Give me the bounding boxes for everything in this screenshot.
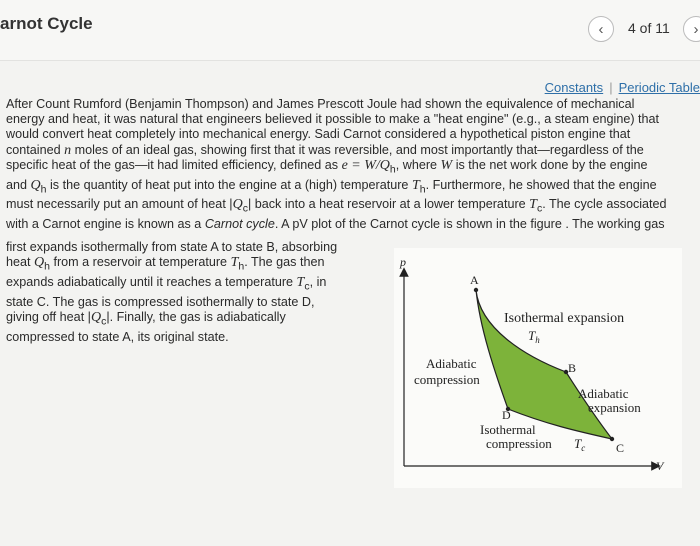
carnot-pv-figure	[394, 248, 682, 488]
point-b-label: B	[568, 361, 577, 375]
para-line: state C. The gas is compressed isothermally to state D,	[6, 294, 315, 309]
para-line: contained n moles of an ideal gas, showing first that it was reversible, and most importantly that—regardless of the	[6, 142, 644, 158]
point-a-dot	[474, 288, 478, 292]
para-line: must necessarily put an amount of heat $|Q_c|$ back into a heat reservoir at a lower temperature $T_c$. The cycle associated	[6, 197, 667, 215]
para-line: and $Q_h$ is the quantity of heat put into the engine at a (high) temperature $T_h$. Furthermore, he showed that the engine	[6, 177, 657, 196]
prev-button[interactable]	[588, 16, 614, 42]
para-line: After Count Rumford (Benjamin Thompson) and James Prescott Joule had shown the equivalence of mechanical	[6, 97, 635, 111]
header-bar	[0, 0, 700, 61]
adiabatic-expansion-label-2: expansion	[588, 400, 641, 415]
p-axis-label: p	[400, 255, 406, 269]
constants-link[interactable]: Constants	[544, 80, 604, 95]
chevron-right-icon: ›	[693, 20, 699, 38]
resource-links	[545, 80, 700, 95]
para-line: compressed to state A, its original state.	[6, 329, 229, 344]
tc-label: $T_c$	[574, 436, 586, 453]
para-line: first expands isothermally from state A to state B, absorbing	[6, 240, 338, 254]
point-c-dot	[610, 437, 614, 441]
para-line: heat $Q_h$ from a reservoir at temperature $T_h$. The gas then	[6, 255, 325, 273]
pv-diagram	[394, 248, 682, 488]
point-d-label: D	[502, 408, 511, 422]
isothermal-compression-label-2: compression	[486, 436, 552, 451]
adiabatic-compression-label-1: Adiabatic	[426, 356, 477, 371]
cycle-paragraph	[6, 240, 371, 345]
page-title: arnot Cycle	[0, 14, 93, 33]
para-line: would convert heat completely into mechanical energy. Sadi Carnot considered a hypothetical piston engine that	[6, 127, 631, 142]
point-a-label: A	[470, 273, 479, 287]
para-line: giving off heat $|Q_c|$. Finally, the gas is adiabatically	[6, 309, 286, 328]
adiabatic-compression-label-2: compression	[414, 372, 480, 387]
th-label: $T_h$	[528, 328, 540, 345]
intro-paragraph	[6, 97, 694, 232]
para-line: specific heat of the gas—it had limited efficiency, defined as $e = W/Q_h$, where W is the net work done by the engine	[6, 157, 648, 176]
adiabatic-expansion-label-1: Adiabatic	[578, 386, 629, 401]
para-line: energy and heat, it was natural that engineers believed it possible to make a "heat engine" (e.g., a steam engine) that	[6, 112, 660, 127]
link-separator: |	[609, 80, 613, 95]
page-counter: 4 of 11	[628, 20, 670, 36]
point-c-label: C	[616, 441, 625, 455]
v-axis-label: V	[656, 459, 664, 473]
para-line: with a Carnot engine is known as a Carnot cycle. A pV plot of the Carnot cycle is shown in the figure . The working gas	[6, 216, 665, 231]
next-button[interactable]	[683, 16, 700, 42]
periodic-table-link[interactable]: Periodic Table	[618, 80, 700, 95]
para-line: expands adiabatically until it reaches a temperature $T_c$, in	[6, 274, 327, 293]
chevron-left-icon: ‹	[598, 20, 604, 38]
isothermal-compression-label-1: Isothermal	[480, 422, 536, 437]
isothermal-expansion-label: Isothermal expansion	[504, 311, 625, 326]
